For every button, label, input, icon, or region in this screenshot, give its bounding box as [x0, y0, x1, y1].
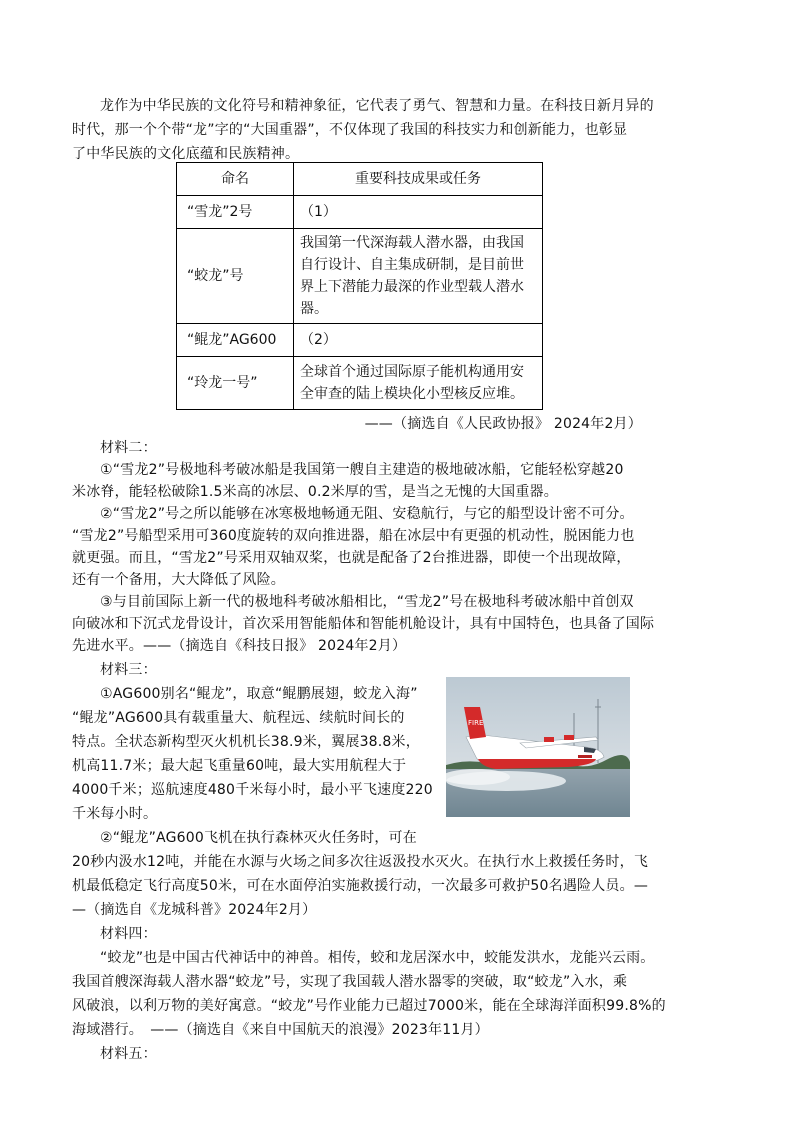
table-row — [177, 324, 543, 357]
seaplane-image — [446, 677, 630, 817]
row-name: “雪龙”2号 — [177, 196, 294, 229]
m4-line: 我国首艘深海载人潜水器“蛟龙”号，实现了我国载人潜水器零的突破，取“蛟龙”入水，乘 — [72, 974, 628, 990]
intro-line-1: 龙作为中华民族的文化符号和精神象征，它代表了勇气、智慧和力量。在科技日新月异的 — [100, 98, 654, 114]
m3-line: —（摘选自《龙城科普》2024年2月） — [72, 902, 317, 918]
intro-line-2: 时代，那一个个带“龙”字的“大国重器”，不仅体现了我国的科技实力和创新能力，也彰显 — [72, 122, 628, 138]
material-5-label: 材料五： — [100, 1046, 157, 1062]
material-2-label: 材料二： — [100, 440, 157, 456]
table-source: ——（摘选自《人民政协报》 2024年2月） — [364, 416, 642, 432]
m2-line: ③与目前国际上新一代的极地科考破冰船相比，“雪龙2”号在极地科考破冰船中首创双 — [100, 594, 634, 610]
m2-line: 就更强。而且，“雪龙2”号采用双轴双桨，也就是配备了2台推进器，即使一个出现故障， — [72, 550, 631, 566]
row-name: “鲲龙”AG600 — [177, 324, 294, 357]
m4-line: “蛟龙”也是中国古代神话中的神兽。相传，蛟和龙居深水中，蛟能发洪水，龙能兴云雨。 — [100, 950, 655, 966]
m3-line: 4000千米；巡航速度480千米每小时，最小平飞速度220 — [72, 782, 433, 798]
m2-line: ①“雪龙2”号极地科考破冰船是我国第一艘自主建造的极地破冰船，它能轻松穿越20 — [100, 462, 624, 478]
desc-line: 器。 — [300, 301, 328, 317]
row-description — [294, 229, 543, 324]
dragon-achievements-table — [176, 162, 543, 410]
m3-line: ①AG600别名“鲲龙”，取意“鲲鹏展翅，蛟龙入海” — [100, 686, 418, 702]
tail-logo-text: FIRE — [468, 719, 484, 727]
m4-line: 风破浪，以利万物的美好寓意。“蛟龙”号作业能力已超过7000米，能在全球海洋面积99.8%的 — [72, 998, 666, 1014]
m2-line: 向破冰和下沉式龙骨设计，首次采用智能船体和智能机舱设计，具有中国特色，也具备了国际 — [72, 616, 655, 632]
row-blank-1: （1） — [294, 196, 543, 229]
m3-line: 20秒内汲水12吨，并能在水源与火场之间多次往返汲投水灭火。在执行水上救援任务时，飞 — [72, 854, 649, 870]
m3-line: 机最低稳定飞行高度50米，可在水面停泊实施救援行动，一次最多可救护50名遇险人员。— — [72, 878, 649, 894]
m3-line: 特点。全状态新构型灭火机机长38.9米，翼展38.8米， — [72, 734, 420, 750]
material-3-label: 材料三： — [100, 662, 157, 678]
desc-line: 我国第一代深海载人潜水器，由我国 — [300, 235, 524, 251]
ag600-seaplane-photo — [446, 677, 630, 817]
desc-line: 界上下潜能力最深的作业型载人潜水 — [300, 279, 524, 295]
row-blank-2: （2） — [294, 324, 543, 357]
desc-line: 全球首个通过国际原子能机构通用安 — [300, 364, 524, 380]
intro-line-3: 了中华民族的文化底蕴和民族精神。 — [72, 146, 300, 162]
m2-line: 先进水平。——（摘选自《科技日报》 2024年2月） — [72, 638, 407, 654]
m2-line: 还有一个备用，大大降低了风险。 — [72, 572, 285, 588]
desc-line: 自行设计、自主集成研制，是目前世 — [300, 257, 524, 273]
m3-line: ②“鲲龙”AG600飞机在执行森林灭火任务时，可在 — [100, 830, 417, 846]
m4-line: 海域潜行。 ——（摘选自《来自中国航天的浪漫》2023年11月） — [72, 1022, 489, 1038]
table-row — [177, 357, 543, 410]
col-header-name: 命名 — [177, 163, 294, 196]
m2-line: “雪龙2”号船型采用可360度旋转的双向推进器，船在冰层中有更强的机动性，脱困能力也 — [72, 528, 635, 544]
table-row — [177, 196, 543, 229]
row-name: “蛟龙”号 — [177, 229, 294, 324]
m2-line: ②“雪龙2”号之所以能够在冰寒极地畅通无阻、安稳航行，与它的船型设计密不可分。 — [100, 506, 634, 522]
m3-line: 机高11.7米；最大起飞重量60吨，最大实用航程大于 — [72, 758, 407, 774]
material-4-label: 材料四： — [100, 926, 157, 942]
table-header-row — [177, 163, 543, 196]
m3-line: “鲲龙”AG600具有载重量大、航程远、续航时间长的 — [72, 710, 405, 726]
row-name: “玲龙一号” — [177, 357, 294, 410]
col-header-achievement: 重要科技成果或任务 — [294, 163, 543, 196]
table-row — [177, 229, 543, 324]
desc-line: 全审查的陆上模块化小型核反应堆。 — [300, 386, 524, 402]
m3-line: 千米每小时。 — [72, 806, 158, 822]
row-description — [294, 357, 543, 410]
m2-line: 米冰脊，能轻松破除1.5米高的冰层、0.2米厚的雪，是当之无愧的大国重器。 — [72, 484, 558, 500]
